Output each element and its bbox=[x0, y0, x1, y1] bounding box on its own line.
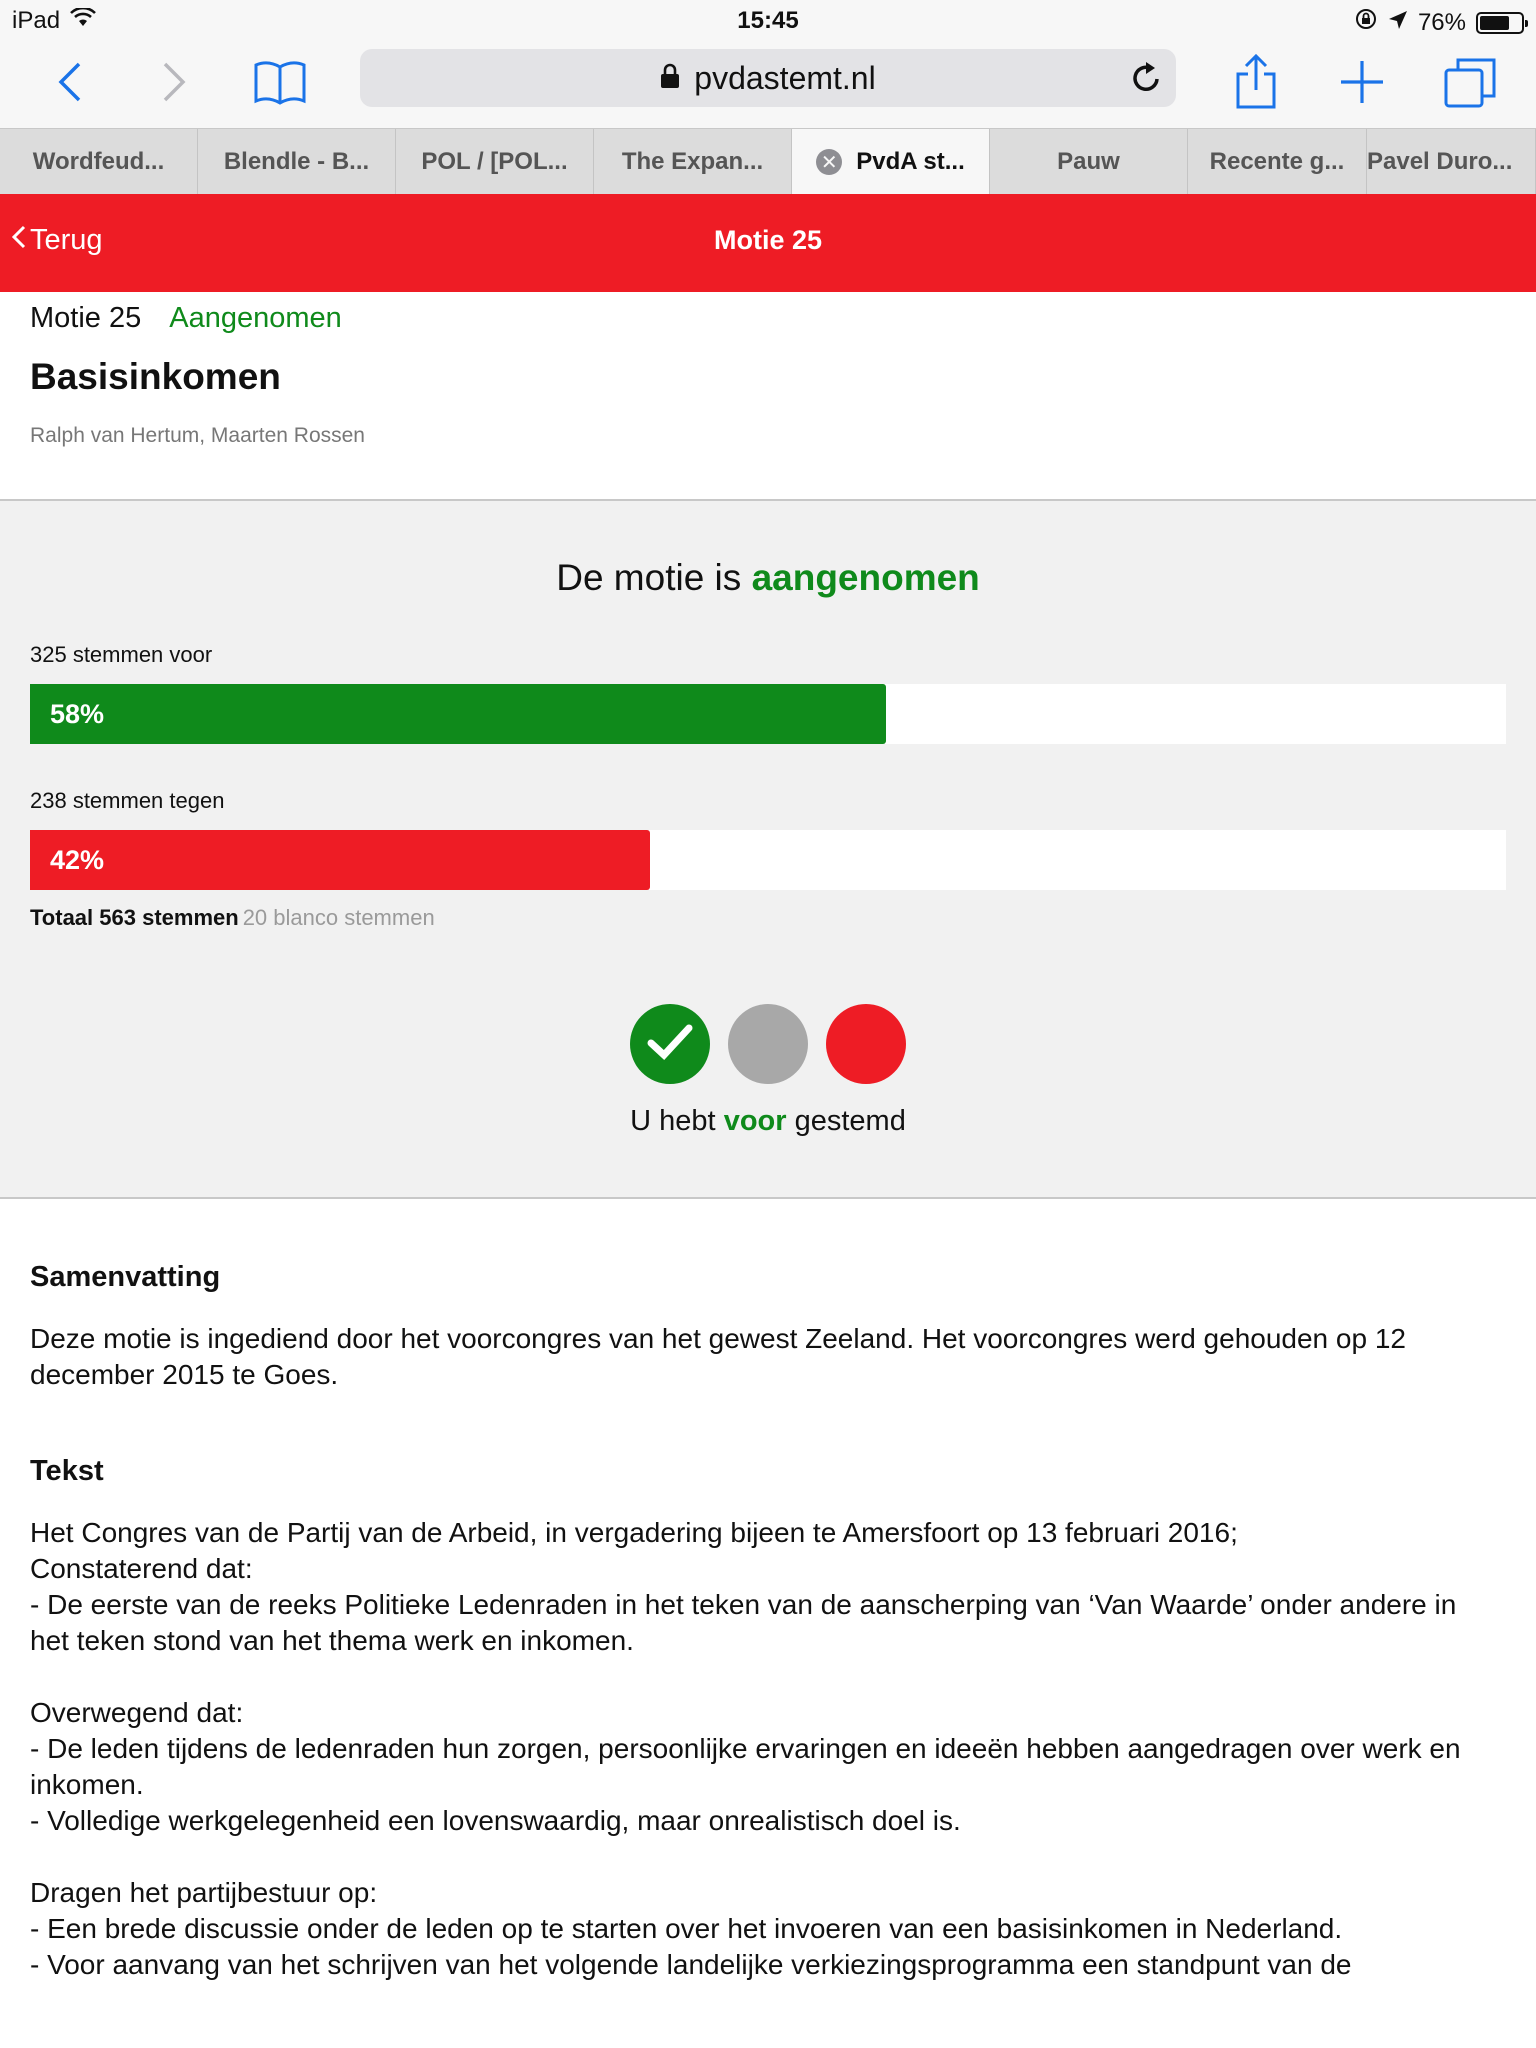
motion-title: Basisinkomen bbox=[30, 356, 281, 397]
motion-content bbox=[30, 1199, 1510, 1983]
page-title: Motie 25 bbox=[713, 225, 823, 255]
tab-wordfeud[interactable]: Wordfeud... bbox=[0, 129, 198, 195]
vote-blank-button[interactable] bbox=[728, 1004, 808, 1084]
votes-against-bar bbox=[30, 830, 1506, 890]
text-paragraph-2: Overwegend dat: - De leden tijdens de ledenraden hun zorgen, persoonlijke ervaringen en ideeën hebben aangedragen over werk en inkomen. - Volledige werkgelegenheid een lovenswaardig, maar onrealistisch doel is. bbox=[30, 1697, 1461, 1836]
you-voted-choice: voor bbox=[723, 1105, 787, 1137]
tab-the-expanse[interactable]: The Expan... bbox=[594, 129, 792, 195]
reload-icon[interactable] bbox=[1130, 61, 1162, 103]
clock: 15:45 bbox=[737, 7, 799, 34]
blank-votes: 20 blanco stemmen bbox=[242, 905, 435, 930]
tab-pavel-durov[interactable]: Pavel Duro... bbox=[1367, 129, 1536, 195]
tab-pvda-stemt[interactable]: ✕ PvdA st... bbox=[792, 129, 990, 195]
back-label: Terug bbox=[30, 224, 103, 256]
summary-heading: Samenvatting bbox=[30, 1261, 221, 1293]
app-header bbox=[0, 194, 1536, 292]
vote-result bbox=[0, 501, 1536, 1199]
close-tab-icon[interactable]: ✕ bbox=[816, 149, 842, 175]
tab-pauw[interactable]: Pauw bbox=[990, 129, 1188, 195]
you-voted-text: U hebt voor gestemd bbox=[630, 1105, 906, 1137]
motion-header bbox=[0, 292, 1536, 501]
text-paragraph-3: Dragen het partijbestuur op: - Een brede discussie onder de leden op te starten over het invoeren van een basisinkomen in Nederland. - Voor aanvang van het schrijven van het volgende landelijke verkiezingsprogramma een standpunt van de bbox=[30, 1877, 1352, 1980]
bookmarks-icon[interactable] bbox=[248, 50, 312, 114]
device-label: iPad bbox=[12, 7, 61, 34]
location-icon bbox=[1388, 9, 1408, 37]
votes-against-percent: 42% bbox=[50, 844, 105, 875]
tab-pol[interactable]: POL / [POL... bbox=[396, 129, 594, 195]
vote-buttons bbox=[0, 1004, 1536, 1084]
summary-text: Deze motie is ingediend door het voorcongres van het gewest Zeeland. Het voorcongres werd gehouden op 12 december 2015 te Goes. bbox=[30, 1323, 1406, 1390]
text-paragraph-1: Het Congres van de Partij van de Arbeid, in vergadering bijeen te Amersfoort op 13 februari 2016; Constaterend dat: - De eerste van de reeks Politieke Ledenraden in het teken van de aanscherping van ‘Van Waarde’ onder andere in het teken stond van het thema werk en inkomen. bbox=[30, 1517, 1457, 1656]
result-status: aangenomen bbox=[751, 557, 980, 598]
tab-bar bbox=[0, 128, 1536, 194]
vote-total bbox=[30, 905, 435, 931]
votes-against-fill bbox=[30, 830, 650, 890]
votes-for-fill bbox=[30, 684, 886, 744]
vote-against-button[interactable] bbox=[826, 1004, 906, 1084]
share-icon[interactable] bbox=[1224, 50, 1288, 114]
motion-status: Aangenomen bbox=[169, 302, 342, 334]
status-bar bbox=[0, 0, 1536, 40]
result-headline: De motie is aangenomen bbox=[556, 557, 980, 598]
tabs-overview-icon[interactable] bbox=[1438, 50, 1502, 114]
text-heading: Tekst bbox=[30, 1455, 104, 1487]
votes-for-label: 325 stemmen voor bbox=[30, 642, 213, 667]
votes-for-bar bbox=[30, 684, 1506, 744]
battery-icon bbox=[1476, 12, 1524, 34]
votes-for-percent: 58% bbox=[50, 698, 105, 729]
votes-against-label: 238 stemmen tegen bbox=[30, 788, 225, 813]
motion-authors: Ralph van Hertum, Maarten Rossen bbox=[30, 424, 365, 447]
rotation-lock-icon bbox=[1354, 7, 1378, 38]
total-votes: Totaal 563 stemmen bbox=[30, 905, 239, 930]
checkmark-icon bbox=[647, 1023, 693, 1066]
browser-toolbar bbox=[0, 40, 1536, 128]
vote-for-button[interactable] bbox=[630, 1004, 710, 1084]
tab-recente[interactable]: Recente g... bbox=[1188, 129, 1367, 195]
forward-arrow-icon[interactable] bbox=[142, 50, 206, 114]
lock-icon bbox=[660, 60, 680, 97]
tab-blendle[interactable]: Blendle - B... bbox=[198, 129, 396, 195]
url-text: pvdastemt.nl bbox=[694, 59, 876, 96]
motion-number: Motie 25 bbox=[30, 302, 142, 334]
new-tab-icon[interactable] bbox=[1330, 50, 1394, 114]
address-bar[interactable] bbox=[360, 49, 1176, 107]
battery-percent: 76% bbox=[1417, 8, 1466, 36]
back-arrow-icon[interactable] bbox=[38, 50, 102, 114]
